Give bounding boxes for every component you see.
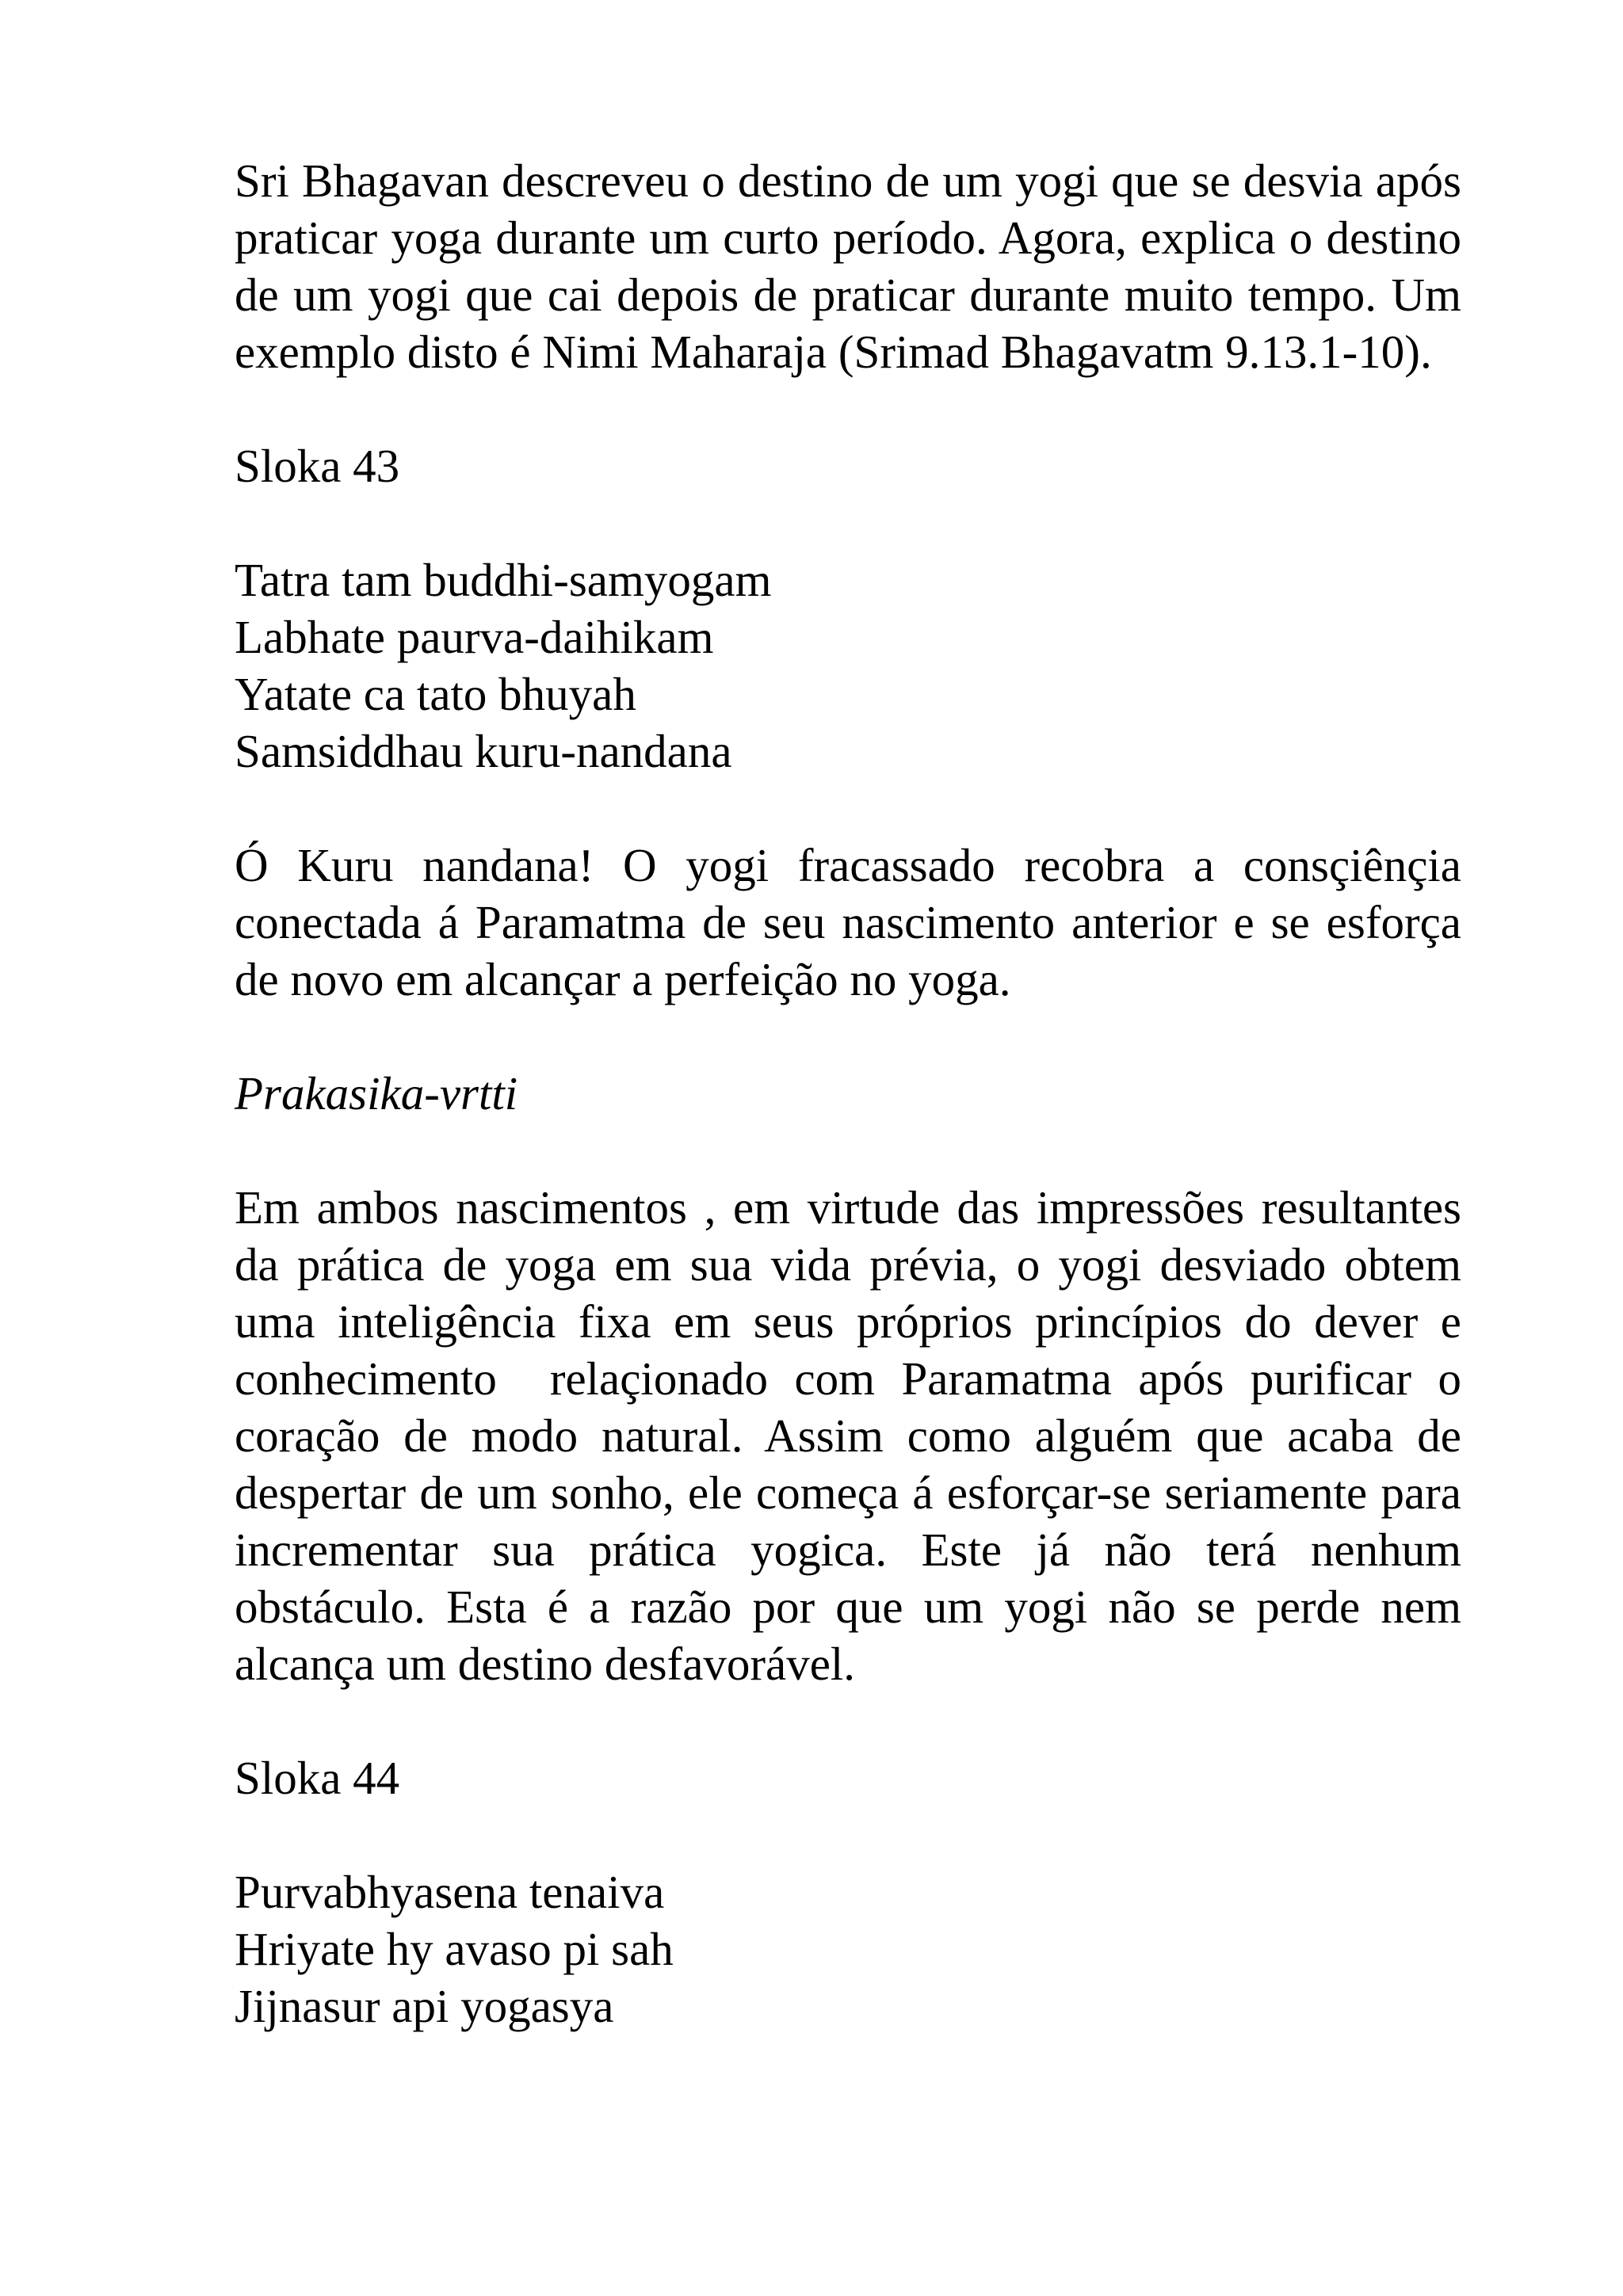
verse-line: Purvabhyasena tenaiva: [235, 1866, 665, 1918]
document-page: [235, 152, 1473, 2035]
translation-paragraph: Ó Kuru nandana! O yogi fracassado recobra a consçiênçia conectada á Paramatma de seu nascimento anterior e se esforça de novo em alcançar a perfeição no yoga.: [235, 839, 1461, 1005]
sloka-43-title: Sloka 43: [235, 440, 400, 492]
intro-paragraph: Sri Bhagavan descreveu o destino de um yogi que se desvia após praticar yoga durante um curto período. Agora, explica o destino de um yogi que cai depois de praticar durante muito tempo. Um exemplo disto é Nimi Maharaja (Srimad Bhagavatm 9.13.1-10).: [235, 154, 1461, 378]
verse-line: Samsiddhau kuru-nandana: [235, 725, 732, 777]
verse-line: Hriyate hy avaso pi sah: [235, 1923, 674, 1975]
commentary-heading: Prakasika-vrtti: [235, 1067, 518, 1119]
sloka-44-title: Sloka 44: [235, 1752, 400, 1804]
verse-line: Jijnasur api yogasya: [235, 1980, 614, 2032]
verse-line: Labhate paurva-daihikam: [235, 611, 714, 663]
verse-line: Yatate ca tato bhuyah: [235, 668, 636, 720]
verse-line: Tatra tam buddhi-samyogam: [235, 554, 772, 606]
sloka-43-verse: [235, 551, 1461, 780]
sloka-44-verse: [235, 1863, 1461, 2035]
commentary-paragraph: Em ambos nascimentos , em virtude das impressões resultantes da prática de yoga em sua vida prévia, o yogi desviado obtem uma inteligência fixa em seus próprios princípios do dever e conhecimento relaçionado com Paramatma após purificar o coração de modo natural. Assim como alguém que acaba de despertar de um sonho, ele começa á esforçar-se seriamente para incrementar sua prática yogica. Este já não terá nenhum obstáculo. Esta é a razão por que um yogi não se perde nem alcança um destino desfavorável.: [235, 1181, 1473, 1690]
